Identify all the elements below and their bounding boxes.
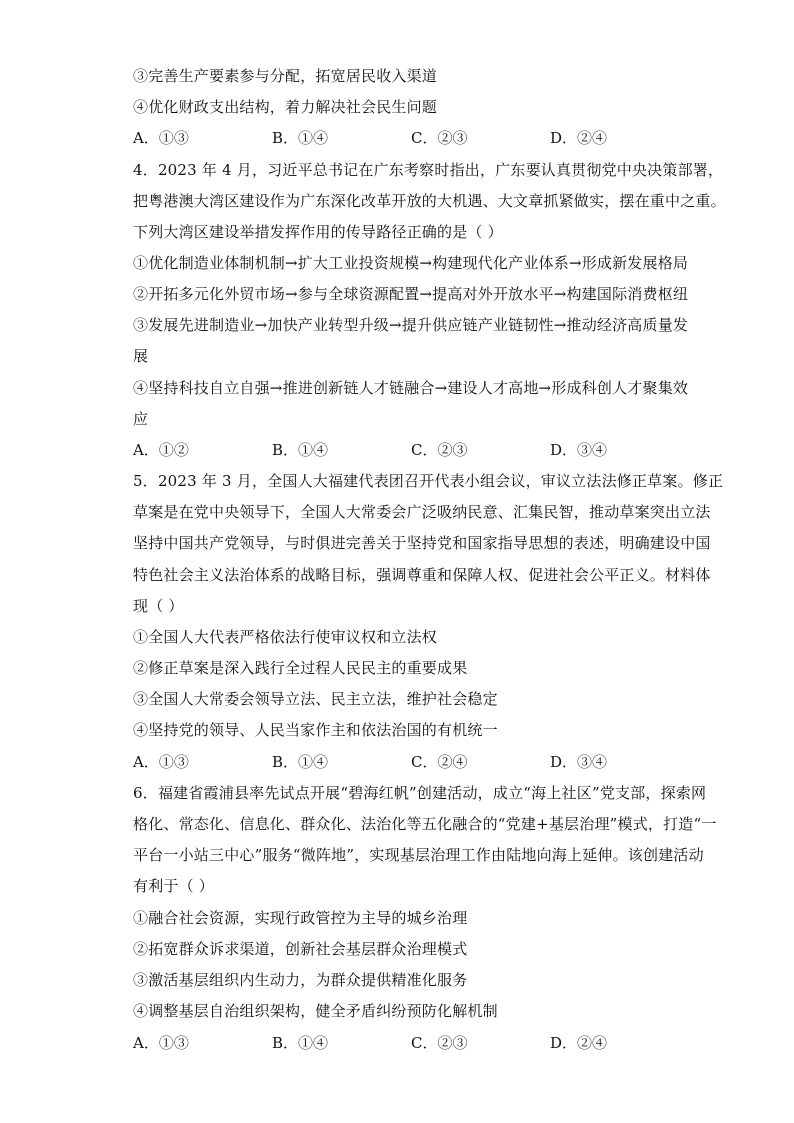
option-b[interactable]: B．①④ — [272, 441, 329, 459]
option-a[interactable]: A．①② — [133, 441, 189, 459]
option-d[interactable]: D．②④ — [550, 1034, 608, 1052]
q5-item-3: ③全国人大常委会领导立法、民主立法，维护社会稳定 — [133, 690, 498, 708]
option-a[interactable]: A．①③ — [133, 753, 189, 771]
q6-stem-line-3: 平台一小站三中心”服务“微阵地”，实现基层治理工作由陆地向海上延伸。该创建活动 — [133, 846, 704, 864]
option-b[interactable]: B．①④ — [272, 129, 329, 147]
q4-item-3-cont: 展 — [133, 347, 149, 365]
q5-item-2: ②修正草案是深入践行全过程人民民主的重要成果 — [133, 659, 468, 677]
q5-stem-line-1: 5．2023 年 3 月，全国人大福建代表团召开代表小组会议，审议立法法修正草案。修正 — [133, 472, 724, 490]
q6-stem-line-4: 有利于（ ） — [133, 877, 214, 895]
q6-item-3: ③激活基层组织内生动力，为群众提供精准化服务 — [133, 971, 468, 989]
q5-stem-line-4: 特色社会主义法治体系的战略目标，强调尊重和保障人权、促进社会公平正义。材料体 — [133, 566, 711, 584]
q6-item-2: ②拓宽群众诉求渠道，创新社会基层群众治理模式 — [133, 940, 468, 958]
q4-stem-line-3: 下列大湾区建设举措发挥作用的传导路径正确的是（ ） — [133, 223, 503, 241]
option-c[interactable]: C．②④ — [411, 753, 468, 771]
option-c[interactable]: C．②③ — [411, 129, 468, 147]
prev-item-4: ④优化财政支出结构，着力解决社会民生问题 — [133, 98, 438, 116]
q5-stem-line-2: 草案是在党中央领导下，全国人大常委会广泛吸纳民意、汇集民智，推动草案突出立法 — [133, 503, 711, 521]
q4-stem-line-1: 4．2023 年 4 月，习近平总书记在广东考察时指出，广东要认真贯彻党中央决策部署， — [133, 161, 724, 179]
q6-stem-line-2: 格化、常态化、信息化、群众化、法治化等五化融合的“党建+基层治理”模式，打造“一 — [133, 815, 717, 833]
q6-options — [133, 1033, 653, 1053]
q4-item-3: ③发展先进制造业→加快产业转型升级→提升供应链产业链韧性→推动经济高质量发 — [133, 316, 689, 334]
option-d[interactable]: D．③④ — [550, 753, 608, 771]
q4-item-2: ②开拓多元化外贸市场→参与全球资源配置→提高对外开放水平→构建国际消费枢纽 — [133, 285, 689, 303]
q5-item-1: ①全国人大代表严格依法行使审议权和立法权 — [133, 628, 438, 646]
prev-item-3: ③完善生产要素参与分配，拓宽居民收入渠道 — [133, 67, 438, 85]
option-d[interactable]: D．②④ — [550, 129, 608, 147]
q5-stem-line-3: 坚持中国共产党领导，与时俱进完善关于坚持党和国家指导思想的表述，明确建设中国 — [133, 534, 711, 552]
q5-item-4: ④坚持党的领导、人民当家作主和依法治国的有机统一 — [133, 721, 498, 739]
option-c[interactable]: C．②③ — [411, 441, 468, 459]
option-a[interactable]: A．①③ — [133, 129, 189, 147]
q4-stem-line-2: 把粤港澳大湾区建设作为广东深化改革开放的大机遇、大文章抓紧做实，摆在重中之重。 — [133, 192, 726, 210]
q4-item-1: ①优化制造业体制机制→扩大工业投资规模→构建现代化产业体系→形成新发展格局 — [133, 254, 689, 272]
option-b[interactable]: B．①④ — [272, 753, 329, 771]
q6-stem-line-1: 6．福建省霞浦县率先试点开展“碧海红帆”创建活动，成立“海上社区”党支部，探索网 — [133, 784, 707, 802]
option-a[interactable]: A．①③ — [133, 1034, 189, 1052]
prev-options — [133, 128, 653, 148]
q4-options — [133, 440, 653, 460]
option-c[interactable]: C．②③ — [411, 1034, 468, 1052]
q6-item-1: ①融合社会资源，实现行政管控为主导的城乡治理 — [133, 909, 468, 927]
q5-stem-line-5: 现（ ） — [133, 597, 184, 615]
q4-item-4-cont: 应 — [133, 410, 149, 428]
q6-item-4: ④调整基层自治组织架构，健全矛盾纠纷预防化解机制 — [133, 1002, 498, 1020]
option-b[interactable]: B．①④ — [272, 1034, 329, 1052]
q4-item-4: ④坚持科技自立自强→推进创新链人才链融合→建设人才高地→形成科创人才聚集效 — [133, 379, 689, 397]
option-d[interactable]: D．③④ — [550, 441, 608, 459]
q5-options — [133, 752, 653, 772]
